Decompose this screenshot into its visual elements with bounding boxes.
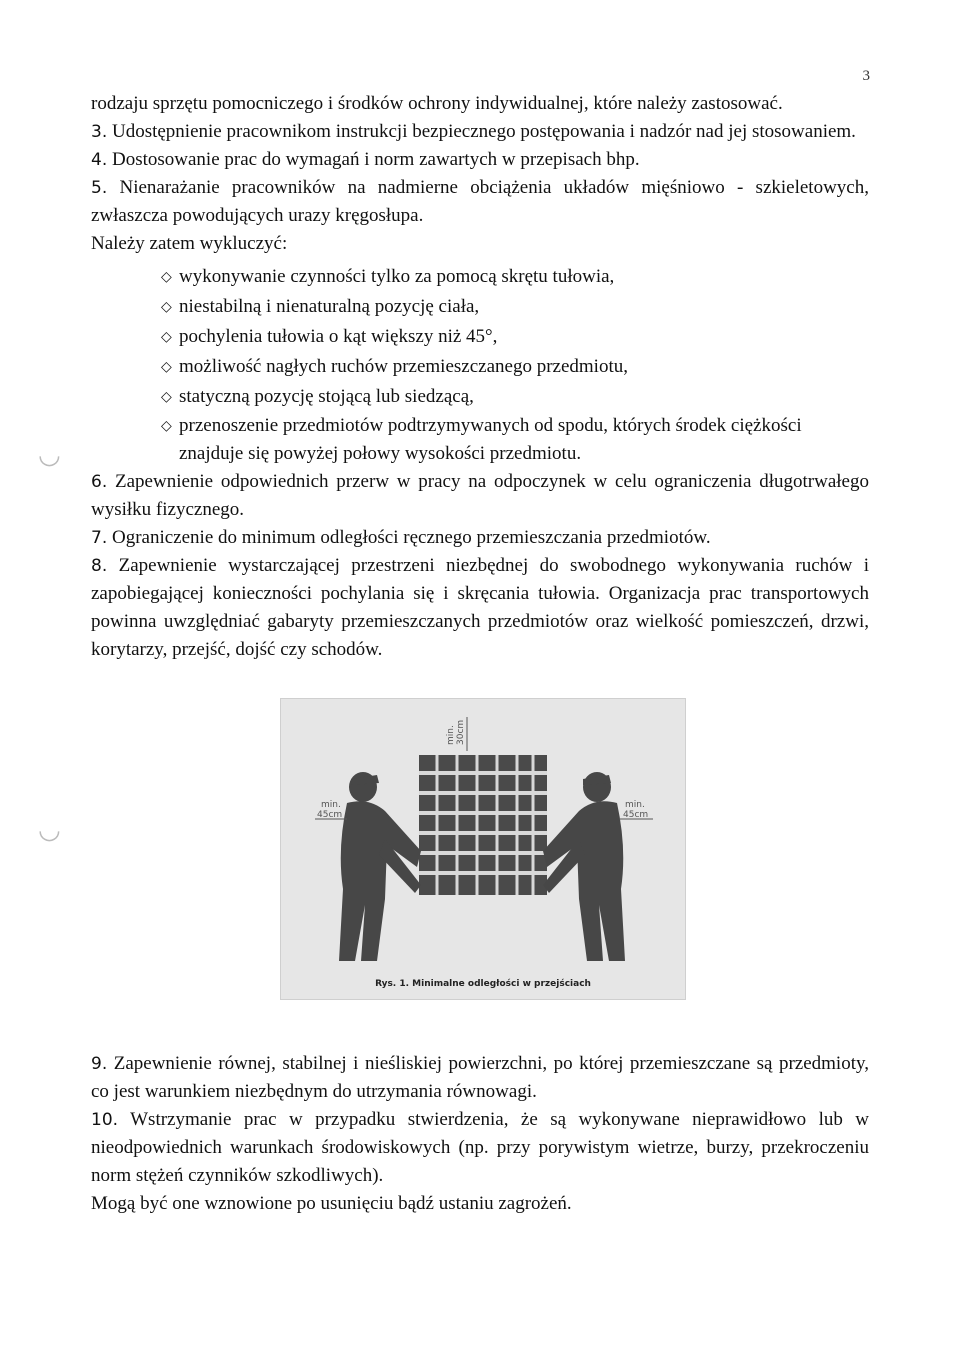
page-number: 3: [862, 68, 870, 84]
item-number: 7.: [91, 528, 108, 548]
figure-minimum-passage-distances: [280, 698, 686, 1000]
diamond-bullet-icon: ◇: [161, 389, 172, 405]
closing-sentence: Mogą być one wznowione po usunięciu bądź ustaniu zagrożeń.: [91, 1193, 572, 1214]
figure-caption: Rys. 1. Minimalne odległości w przejściach: [375, 979, 591, 989]
top-dimension-value: 30cm: [456, 719, 466, 745]
item-number: 4.: [91, 150, 108, 170]
diamond-bullet-icon: ◇: [161, 269, 172, 285]
right-dimension-value: 45cm: [623, 810, 649, 820]
list-item-4: [91, 146, 869, 174]
diamond-bullet-icon: ◇: [161, 359, 172, 375]
exclusion-item: ◇ przenoszenie przedmiotów podtrzymywanych od spodu, których środek ciężkości znajduje się powyżej połowy wysokości przedmiotu.: [161, 412, 869, 468]
item-text: Ograniczenie do minimum odległości ręcznego przemieszczania przedmiotów.: [107, 527, 711, 548]
item-number: 8.: [91, 556, 108, 576]
left-dimension-value: 45cm: [317, 810, 343, 820]
item-number: 10.: [91, 1110, 119, 1130]
item-number: 5.: [91, 178, 108, 198]
item-text: Nienarażanie pracowników na nadmierne obciążenia układów mięśniowo - szkieletowych, zwłaszcza powodujących urazy kręgosłupa.: [91, 177, 869, 226]
document-body-top: [91, 90, 869, 664]
item-number: 6.: [91, 472, 108, 492]
item-text: Zapewnienie odpowiednich przerw w pracy na odpoczynek w celu ograniczenia długotrwałego wysiłku fizycznego.: [91, 471, 869, 520]
exclusion-list: [91, 262, 869, 468]
crate-shape: [419, 755, 547, 895]
list-item-5: [91, 174, 869, 230]
punch-hole-mark-top: ◡: [38, 440, 61, 469]
exclusion-item: ◇ wykonywanie czynności tylko za pomocą skrętu tułowia,: [161, 262, 869, 292]
left-dimension-label: min.: [321, 800, 341, 810]
item-number: 3.: [91, 122, 108, 142]
item-text: Zapewnienie równej, stabilnej i nieśliskiej powierzchni, po której przemieszczane są przedmioty, co jest warunkiem niezbędnym do utrzymania równowagi.: [91, 1053, 869, 1102]
list-item-3: [91, 118, 869, 146]
list-item-8: [91, 552, 869, 664]
document-body-bottom: [91, 1050, 869, 1218]
item-text: Udostępnienie pracownikom instrukcji bezpiecznego postępowania i nadzór nad jej stosowaniem.: [107, 121, 856, 142]
punch-hole-mark-bottom: ◡: [38, 815, 61, 844]
right-dimension-label: min.: [625, 800, 645, 810]
list-item-10: [91, 1106, 869, 1190]
exclusion-item: ◇ niestabilną i nienaturalną pozycję ciała,: [161, 292, 869, 322]
exclusion-item: ◇ pochylenia tułowia o kąt większy niż 45°,: [161, 322, 869, 352]
top-dimension-label: min.: [446, 725, 456, 745]
diamond-bullet-icon: ◇: [161, 418, 172, 434]
exclusion-item: ◇ statyczną pozycję stojącą lub siedzącą,: [161, 382, 869, 412]
exclusion-item: ◇ możliwość nagłych ruchów przemieszczanego przedmiotu,: [161, 352, 869, 382]
paragraph-continuation: rodzaju sprzętu pomocniczego i środków ochrony indywidualnej, które należy zastosować.: [91, 93, 783, 114]
diamond-bullet-icon: ◇: [161, 329, 172, 345]
list-item-6: [91, 468, 869, 524]
exclusion-intro: Należy zatem wykluczyć:: [91, 233, 288, 254]
list-item-9: [91, 1050, 869, 1106]
diamond-bullet-icon: ◇: [161, 299, 172, 315]
list-item-7: [91, 524, 869, 552]
item-number: 9.: [91, 1054, 108, 1074]
item-text: Wstrzymanie prac w przypadku stwierdzenia, że są wykonywane nieprawidłowo lub w nieodpowiednich warunkach środowiskowych (np. przy porywistym wietrze, burzy, przekroczeniu norm stężeń czynników szkodliwych).: [91, 1109, 869, 1186]
item-text: Zapewnienie wystarczającej przestrzeni niezbędnej do swobodnego wykonywania ruchów i zapobiegającej konieczności pochylania się i skręcania tułowia. Organizacja prac transportowych powinna uwzględniać gabaryty przemieszczanych przedmiotów oraz wielkość pomieszczeń, drzwi, korytarzy, przejść, dojść czy schodów.: [91, 555, 869, 660]
illustration-two-workers-carrying-box: [281, 699, 685, 999]
item-text: Dostosowanie prac do wymagań i norm zawartych w przepisach bhp.: [107, 149, 640, 170]
